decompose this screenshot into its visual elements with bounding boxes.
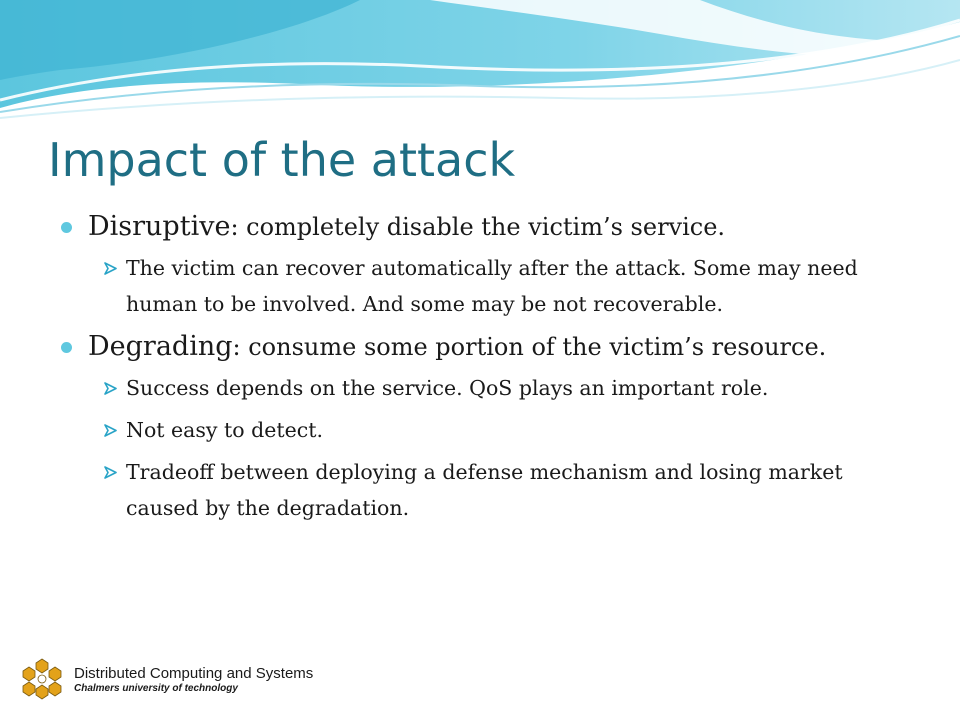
- subpoint-success: [60, 370, 910, 406]
- bullet-text: : completely disable the victim’s service.: [230, 213, 726, 241]
- bullet-dot-icon: [61, 222, 72, 233]
- footer-org-name: Distributed Computing and Systems: [74, 665, 314, 682]
- bullet-text: : consume some portion of the victim’s resource.: [232, 333, 827, 361]
- subpoint-text: Tradeoff between deploying a defense mechanism and losing market caused by the degradation.: [126, 460, 843, 520]
- bullet-disruptive: [60, 208, 910, 246]
- bullet-term: Disruptive: [88, 211, 231, 242]
- slide-title: Impact of the attack: [48, 133, 516, 187]
- dcs-logo-icon: [22, 656, 62, 700]
- bullet-degrading: [60, 328, 910, 366]
- arrow-bullet-icon: [104, 382, 117, 395]
- bullet-term: Degrading: [88, 331, 233, 362]
- subpoint-text: The victim can recover automatically after the attack. Some may need human to be involved. And some may be not recoverable.: [126, 256, 858, 316]
- arrow-bullet-icon: [104, 262, 117, 275]
- slide-content: [60, 208, 910, 526]
- subpoint-recovery: [60, 250, 910, 322]
- arrow-bullet-icon: [104, 424, 117, 437]
- bullet-dot-icon: [61, 342, 72, 353]
- subpoint-text: Success depends on the service. QoS plays an important role.: [126, 376, 769, 400]
- subpoint-text: Not easy to detect.: [126, 418, 323, 442]
- subpoint-tradeoff: [60, 454, 910, 526]
- subpoint-detect: [60, 412, 910, 448]
- arrow-bullet-icon: [104, 466, 117, 479]
- footer-branding: [22, 656, 422, 702]
- footer-org-subtitle: Chalmers university of technology: [74, 683, 238, 694]
- header-wave-decoration: [0, 0, 960, 120]
